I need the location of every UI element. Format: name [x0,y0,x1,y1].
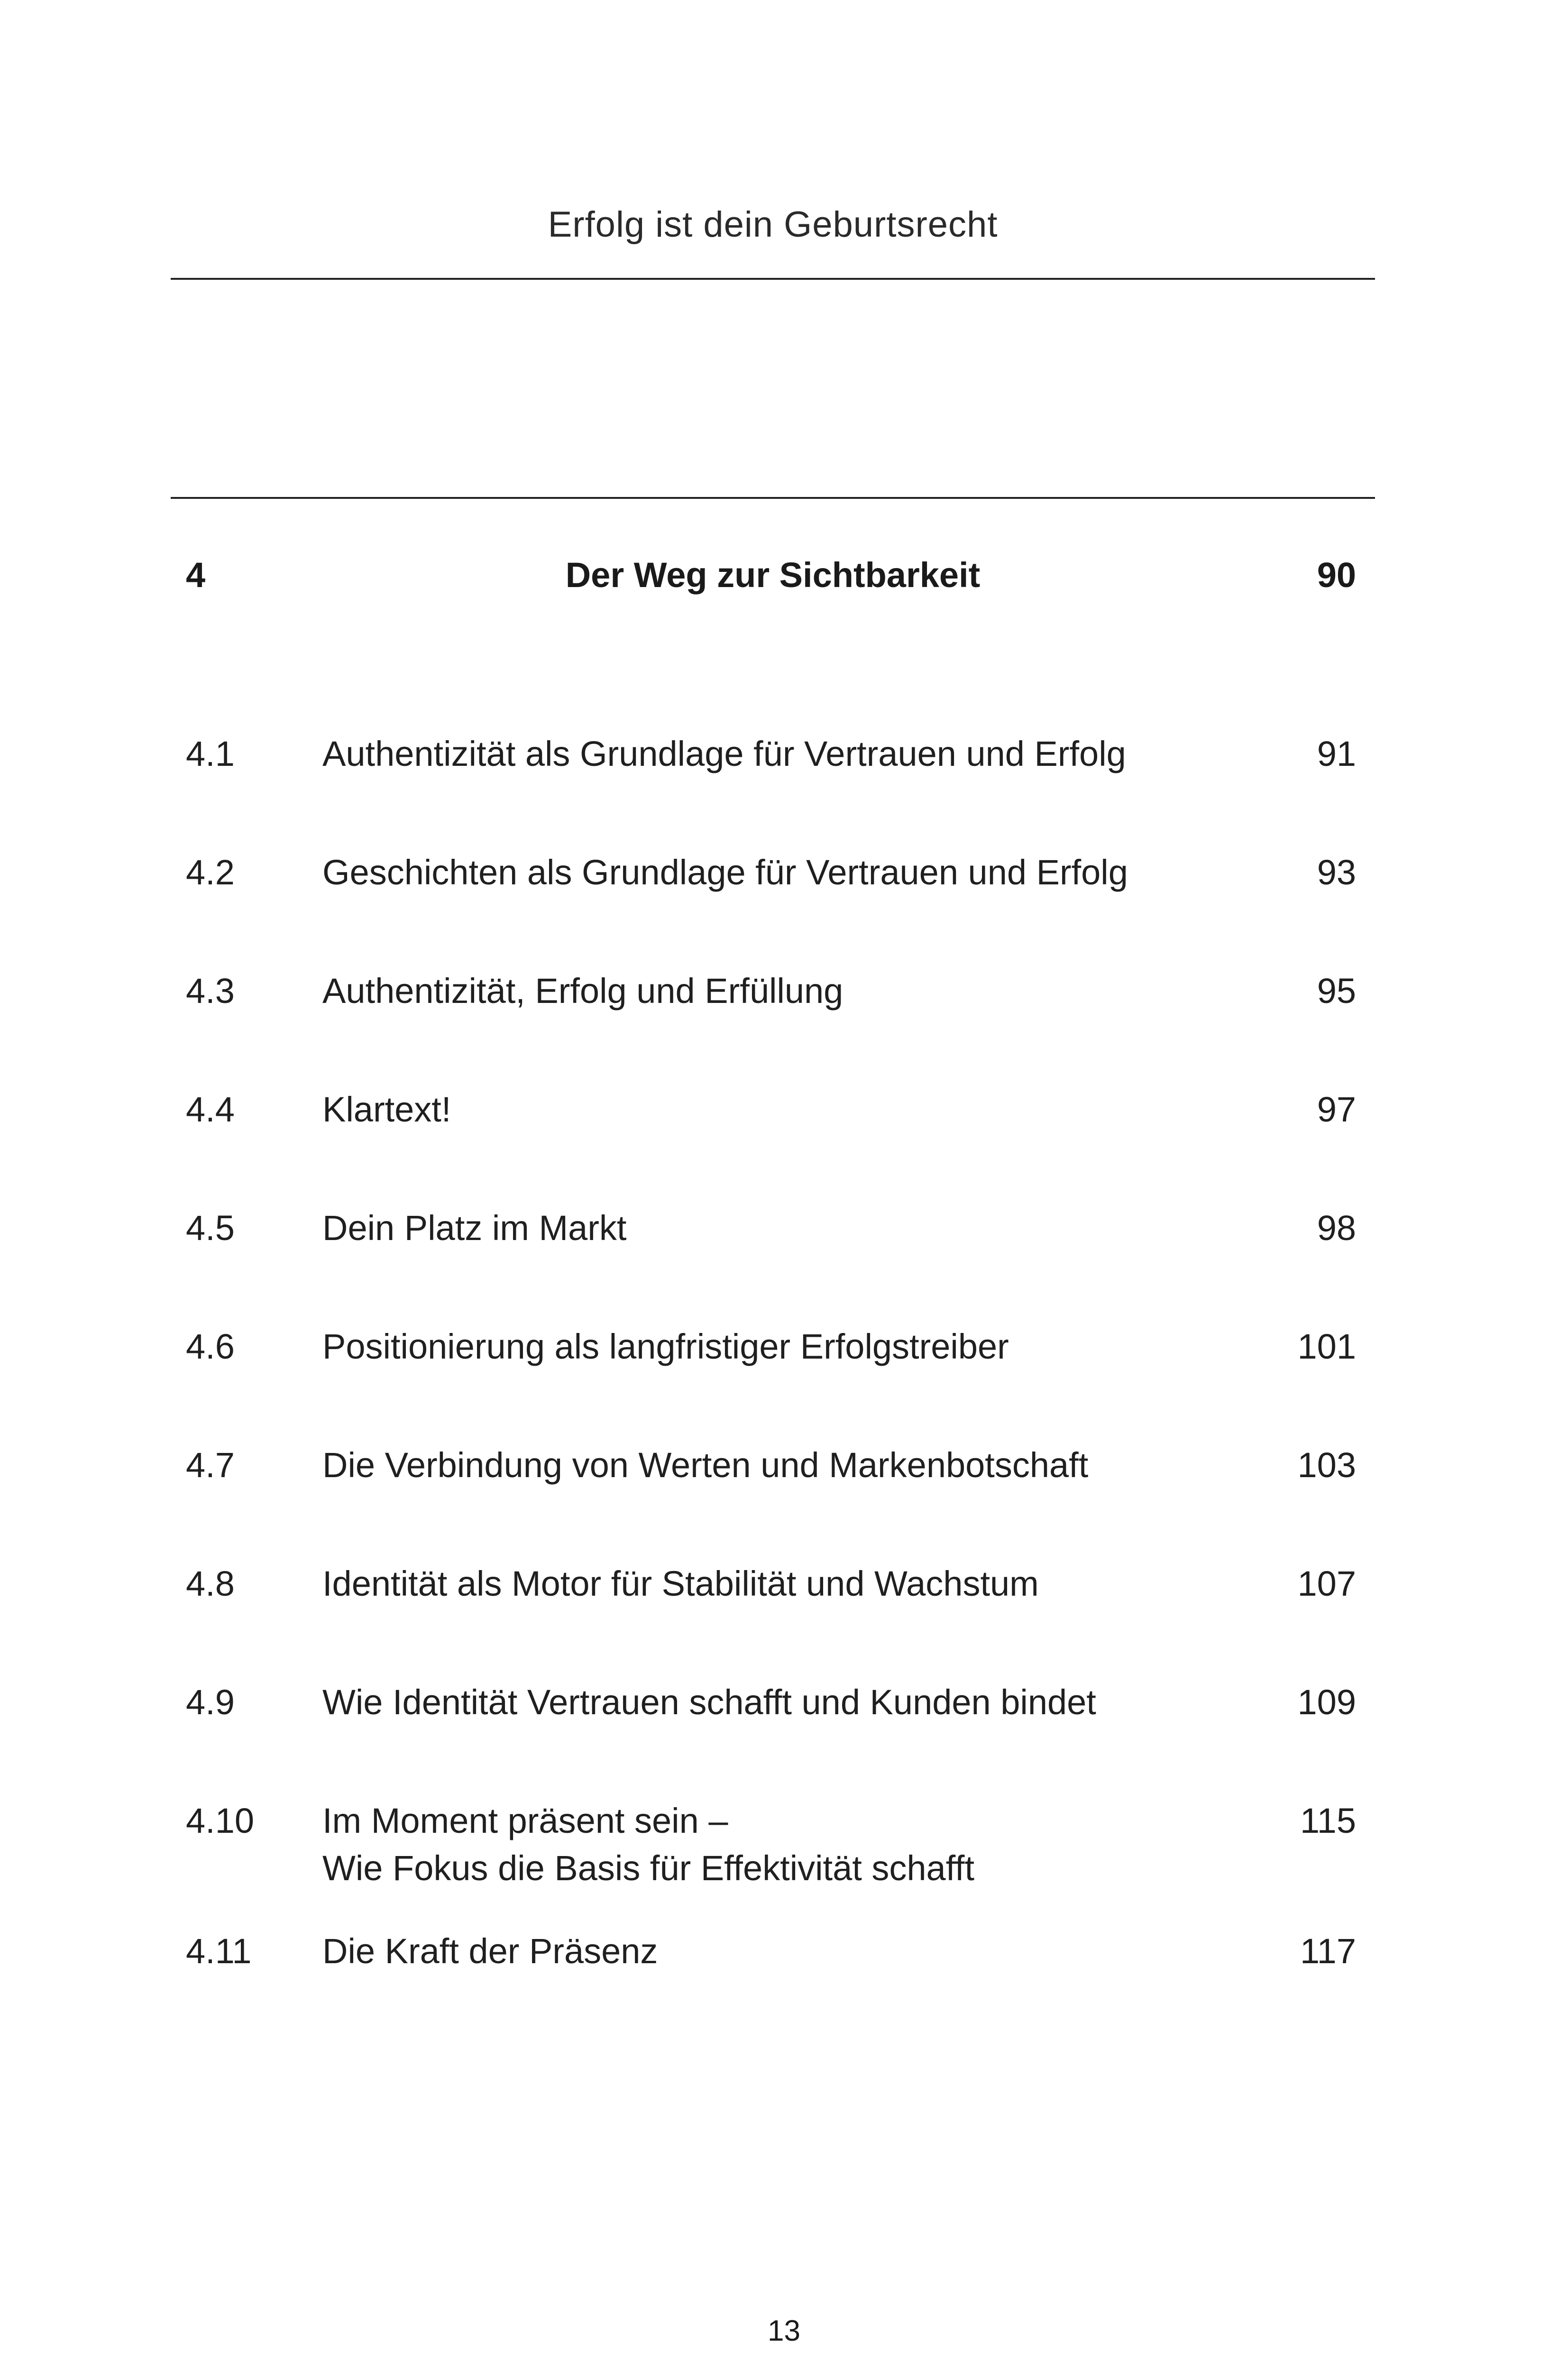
section-title-line: Positionierung als langfristiger Erfolgstreiber [322,1327,1009,1366]
section-number: 4.4 [186,1090,235,1129]
section-number: 4.1 [186,734,235,773]
section-number: 4.7 [186,1445,235,1485]
section-title-line: Authentizität, Erfolg und Erfüllung [322,971,844,1011]
page-number: 13 [768,2315,800,2347]
section-title-line: Wie Fokus die Basis für Effektivität schafft [322,1848,975,1888]
section-page: 103 [1297,1445,1356,1485]
section-title-line: Identität als Motor für Stabilität und Wachstum [322,1564,1039,1603]
section-title [322,1560,1223,1608]
section-title [322,1204,1223,1252]
section-number: 4.6 [186,1327,235,1366]
section-page: 117 [1300,1931,1356,1971]
section-number: 4.10 [186,1801,255,1840]
chapter-page: 90 [1317,555,1356,595]
section-title [322,967,1223,1015]
section-title [322,1086,1223,1133]
section-title [322,730,1223,778]
chapter-title: Der Weg zur Sichtbarkeit [565,555,981,595]
section-page: 101 [1297,1327,1356,1366]
section-number: 4.11 [186,1931,252,1971]
section-page: 98 [1317,1208,1356,1248]
section-title [322,1679,1223,1726]
header-rule [171,278,1375,280]
section-page: 107 [1297,1564,1356,1603]
section-title-line: Die Verbindung von Werten und Markenbotschaft [322,1445,1089,1485]
section-title [322,1928,1223,1975]
section-number: 4.8 [186,1564,235,1603]
section-title-line: Die Kraft der Präsenz [322,1931,658,1971]
section-title-line: Im Moment präsent sein – [322,1801,728,1840]
section-title-line: Geschichten als Grundlage für Vertrauen und Erfolg [322,853,1128,892]
toc-chapter-row [171,555,1375,607]
section-number: 4.3 [186,971,235,1011]
section-number: 4.9 [186,1682,235,1722]
section-page: 93 [1317,853,1356,892]
section-page: 115 [1300,1801,1356,1840]
section-title [322,849,1223,896]
section-page: 95 [1317,971,1356,1011]
chapter-number: 4 [186,555,206,595]
running-header-title: Erfolg ist dein Geburtsrecht [548,204,998,245]
section-number: 4.2 [186,853,235,892]
section-title [322,1323,1223,1370]
section-title-line: Wie Identität Vertrauen schafft und Kunden bindet [322,1682,1096,1722]
section-page: 97 [1317,1090,1356,1129]
section-title-line: Klartext! [322,1090,451,1129]
section-title-line: Authentizität als Grundlage für Vertrauen und Erfolg [322,734,1126,773]
toc-top-rule [171,497,1375,499]
section-number: 4.5 [186,1208,235,1248]
section-title [322,1797,1223,1892]
section-page: 91 [1317,734,1356,773]
section-title-line: Dein Platz im Markt [322,1208,627,1248]
section-page: 109 [1297,1682,1356,1722]
section-title [322,1442,1223,1489]
